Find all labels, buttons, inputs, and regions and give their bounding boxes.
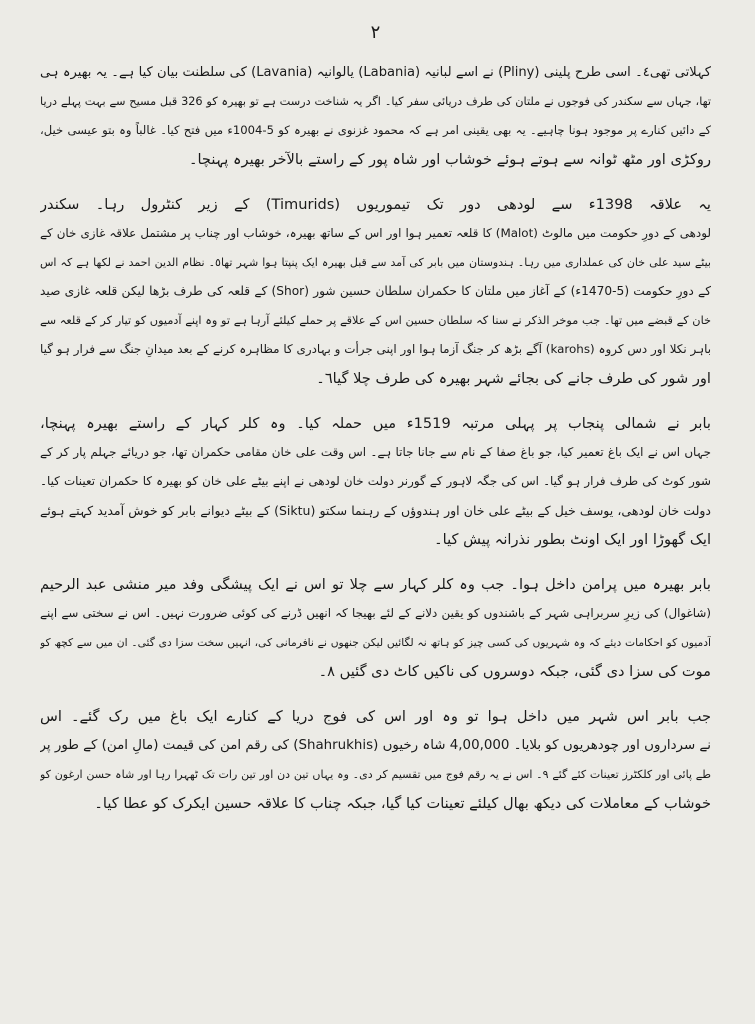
text-line: تھا، جہاں سے سکندر کی فوجوں نے ملتان کی طرف دریائی سفر کیا۔ اگر یہ شناخت درست ہے تو بھیرہ کو 326 قبل مسیح سے بہت پہلے دریا xyxy=(40,95,711,108)
text-line: کے دائیں کنارے پر موجود ہونا چاہیے۔ یہ بھی یقینی امر ہے کہ محمود غزنوی نے بھیرہ کو 5-1004ء میں فتح کیا۔ غالباً وہ بتو عیسی خیل، xyxy=(40,123,711,137)
text-line: دولت خان لودھی، یوسف خیل کے بیٹے علی خان اور ہندوؤں کے رہنما سکتو (Siktu) کے بیٹے دیوانے بابر کو خوش آمدید کہتے ہوئے xyxy=(40,503,711,518)
paragraph xyxy=(40,702,711,818)
text-line: نے سرداروں اور چودھریوں کو بلایا۔ 4,00,000 شاہ رخیوں (Shahrukhis) کی رقم امن کی قیمت (مالِ امن) کے طور پر xyxy=(40,738,711,753)
text-line: جہاں اس نے ایک باغ تعمیر کیا، جو باغ صفا کے نام سے جانا جاتا ہے۔ اس وقت علی خان مقامی حکمران تھا، جو دریائے جہلم پار کر کے xyxy=(40,445,711,459)
text-line: خان کے قبضے میں تھا۔ جب موخر الذکر نے سنا کہ سلطان حسین اس کے علاقے پر حملے کیلئے آرہا ہے تو وہ اپنے آدمیوں کو تیار کر کے قلعہ سے xyxy=(40,314,711,327)
text-line: لودھی کے دورِ حکومت میں مالوٹ (Malot) کا قلعہ تعمیر ہوا اور اس کے ساتھ بھیرہ، خوشاب اور چناب پر مشتمل علاقہ غازی خان کے xyxy=(40,226,711,240)
paragraph xyxy=(40,190,711,393)
text-line: کہلاتی تھی٤۔ اسی طرح پلینی (Pliny) نے اسے لبانیہ (Labania) یالوانیہ (Lavania) کی سلطنت بیان کیا ہے۔ یہ بھیرہ ہی xyxy=(40,65,711,80)
text-line: شور کوٹ کی طرف فرار ہو گیا۔ اس کی جگہ لاہور کے گورنر دولت خان لودھی نے اپنے بیٹے علی خان کو بھیرہ کا حکمران تعینات کیا۔ xyxy=(40,474,711,488)
text-line: موت کی سزا دی گئی، جبکہ دوسروں کی ناکیں کاٹ دی گئیں ٨۔ xyxy=(318,663,711,680)
text-line: باہر نکلا اور دس کروہ (karohs) آگے بڑھ کر جنگ آزما ہوا اور اپنی جرأت و بہادری کا مظاہرہ کرنے کے بعد میدانِ جنگ سے فرار ہو گیا xyxy=(40,342,711,356)
text-line: یہ علاقہ 1398ء سے لودھی دور تک تیموریوں (Timurids) کے زیر کنٹرول رہا۔ سکندر xyxy=(40,196,711,213)
text-line: خوشاب کے معاملات کی دیکھ بھال کیلئے تعینات کیا گیا، جبکہ چناب کا علاقہ حسین ایکرک کو عطا کیا۔ xyxy=(94,795,711,812)
text-line: بابر نے شمالی پنجاب پر پہلی مرتبہ 1519ء میں حملہ کیا۔ وہ کلر کہار کے راستے بھیرہ پہنچا، xyxy=(40,415,711,432)
text-line: روکڑی اور مٹھ ٹوانہ سے ہوتے ہوئے خوشاب اور شاہ پور کے راستے بالآخر بھیرہ پہنچا۔ xyxy=(188,151,711,168)
paragraph xyxy=(40,570,711,686)
paragraph xyxy=(40,58,711,174)
text-line: جب بابر اس شہر میں داخل ہوا تو وہ اور اس کی فوج دریا کے کنارے ایک باغ میں رک گئے۔ اس xyxy=(40,708,711,725)
page-number: ٢ xyxy=(370,22,381,43)
paragraph xyxy=(40,409,711,554)
text-line: آدمیوں کو احکامات دیئے کہ وہ شہریوں کی کسی چیز کو ہاتھ نہ لگائیں لیکن جنھوں نے نافرمانی کی، انہیں سخت سزا دی گئی۔ ان میں سے کچھ کو xyxy=(40,636,711,649)
text-line: ایک گھوڑا اور ایک اونٹ بطور نذرانہ پیش کیا۔ xyxy=(434,531,711,548)
text-line: طے پائی اور کلکٹرز تعینات کئے گئے ٩۔ اس نے یہ رقم فوج میں تقسیم کر دی۔ وہ یہاں تین دن اور تین رات تک ٹھہرا رہا اور شاہ حسن ارغون کو xyxy=(40,768,711,781)
text-line: (شاغوال) کی زیرِ سربراہی شہر کے باشندوں کو یقین دلانے کے لئے بھیجا کہ انھیں ڈرنے کی کوئی ضرورت نہیں۔ اس نے سختی سے اپنے xyxy=(40,606,711,620)
text-line: بابر بھیرہ میں پرامن داخل ہوا۔ جب وہ کلر کہار سے چلا تو اس نے ایک پیشگی وفد میر منشی عبد الرحیم xyxy=(40,576,711,593)
text-line: بیٹے سید علی خان کی عملداری میں رہا۔ ہندوستان میں بابر کی آمد سے قبل بھیرہ ایک پنپتا ہوا شہر تھا٥۔ نظام الدین احمد نے لکھا ہے کہ اس xyxy=(40,256,711,269)
text-line: کے دورِ حکومت (5-1470ء) کے آغاز میں ملتان کا حکمران سلطان حسین شور (Shor) کے قلعہ کی طرف بڑھا لیکن قلعہ غازی صید xyxy=(40,284,711,298)
body-text xyxy=(40,58,711,818)
text-line: اور شور کی طرف جانے کی بجائے شہر بھیرہ کی طرف چلا گیا٦۔ xyxy=(316,370,711,387)
